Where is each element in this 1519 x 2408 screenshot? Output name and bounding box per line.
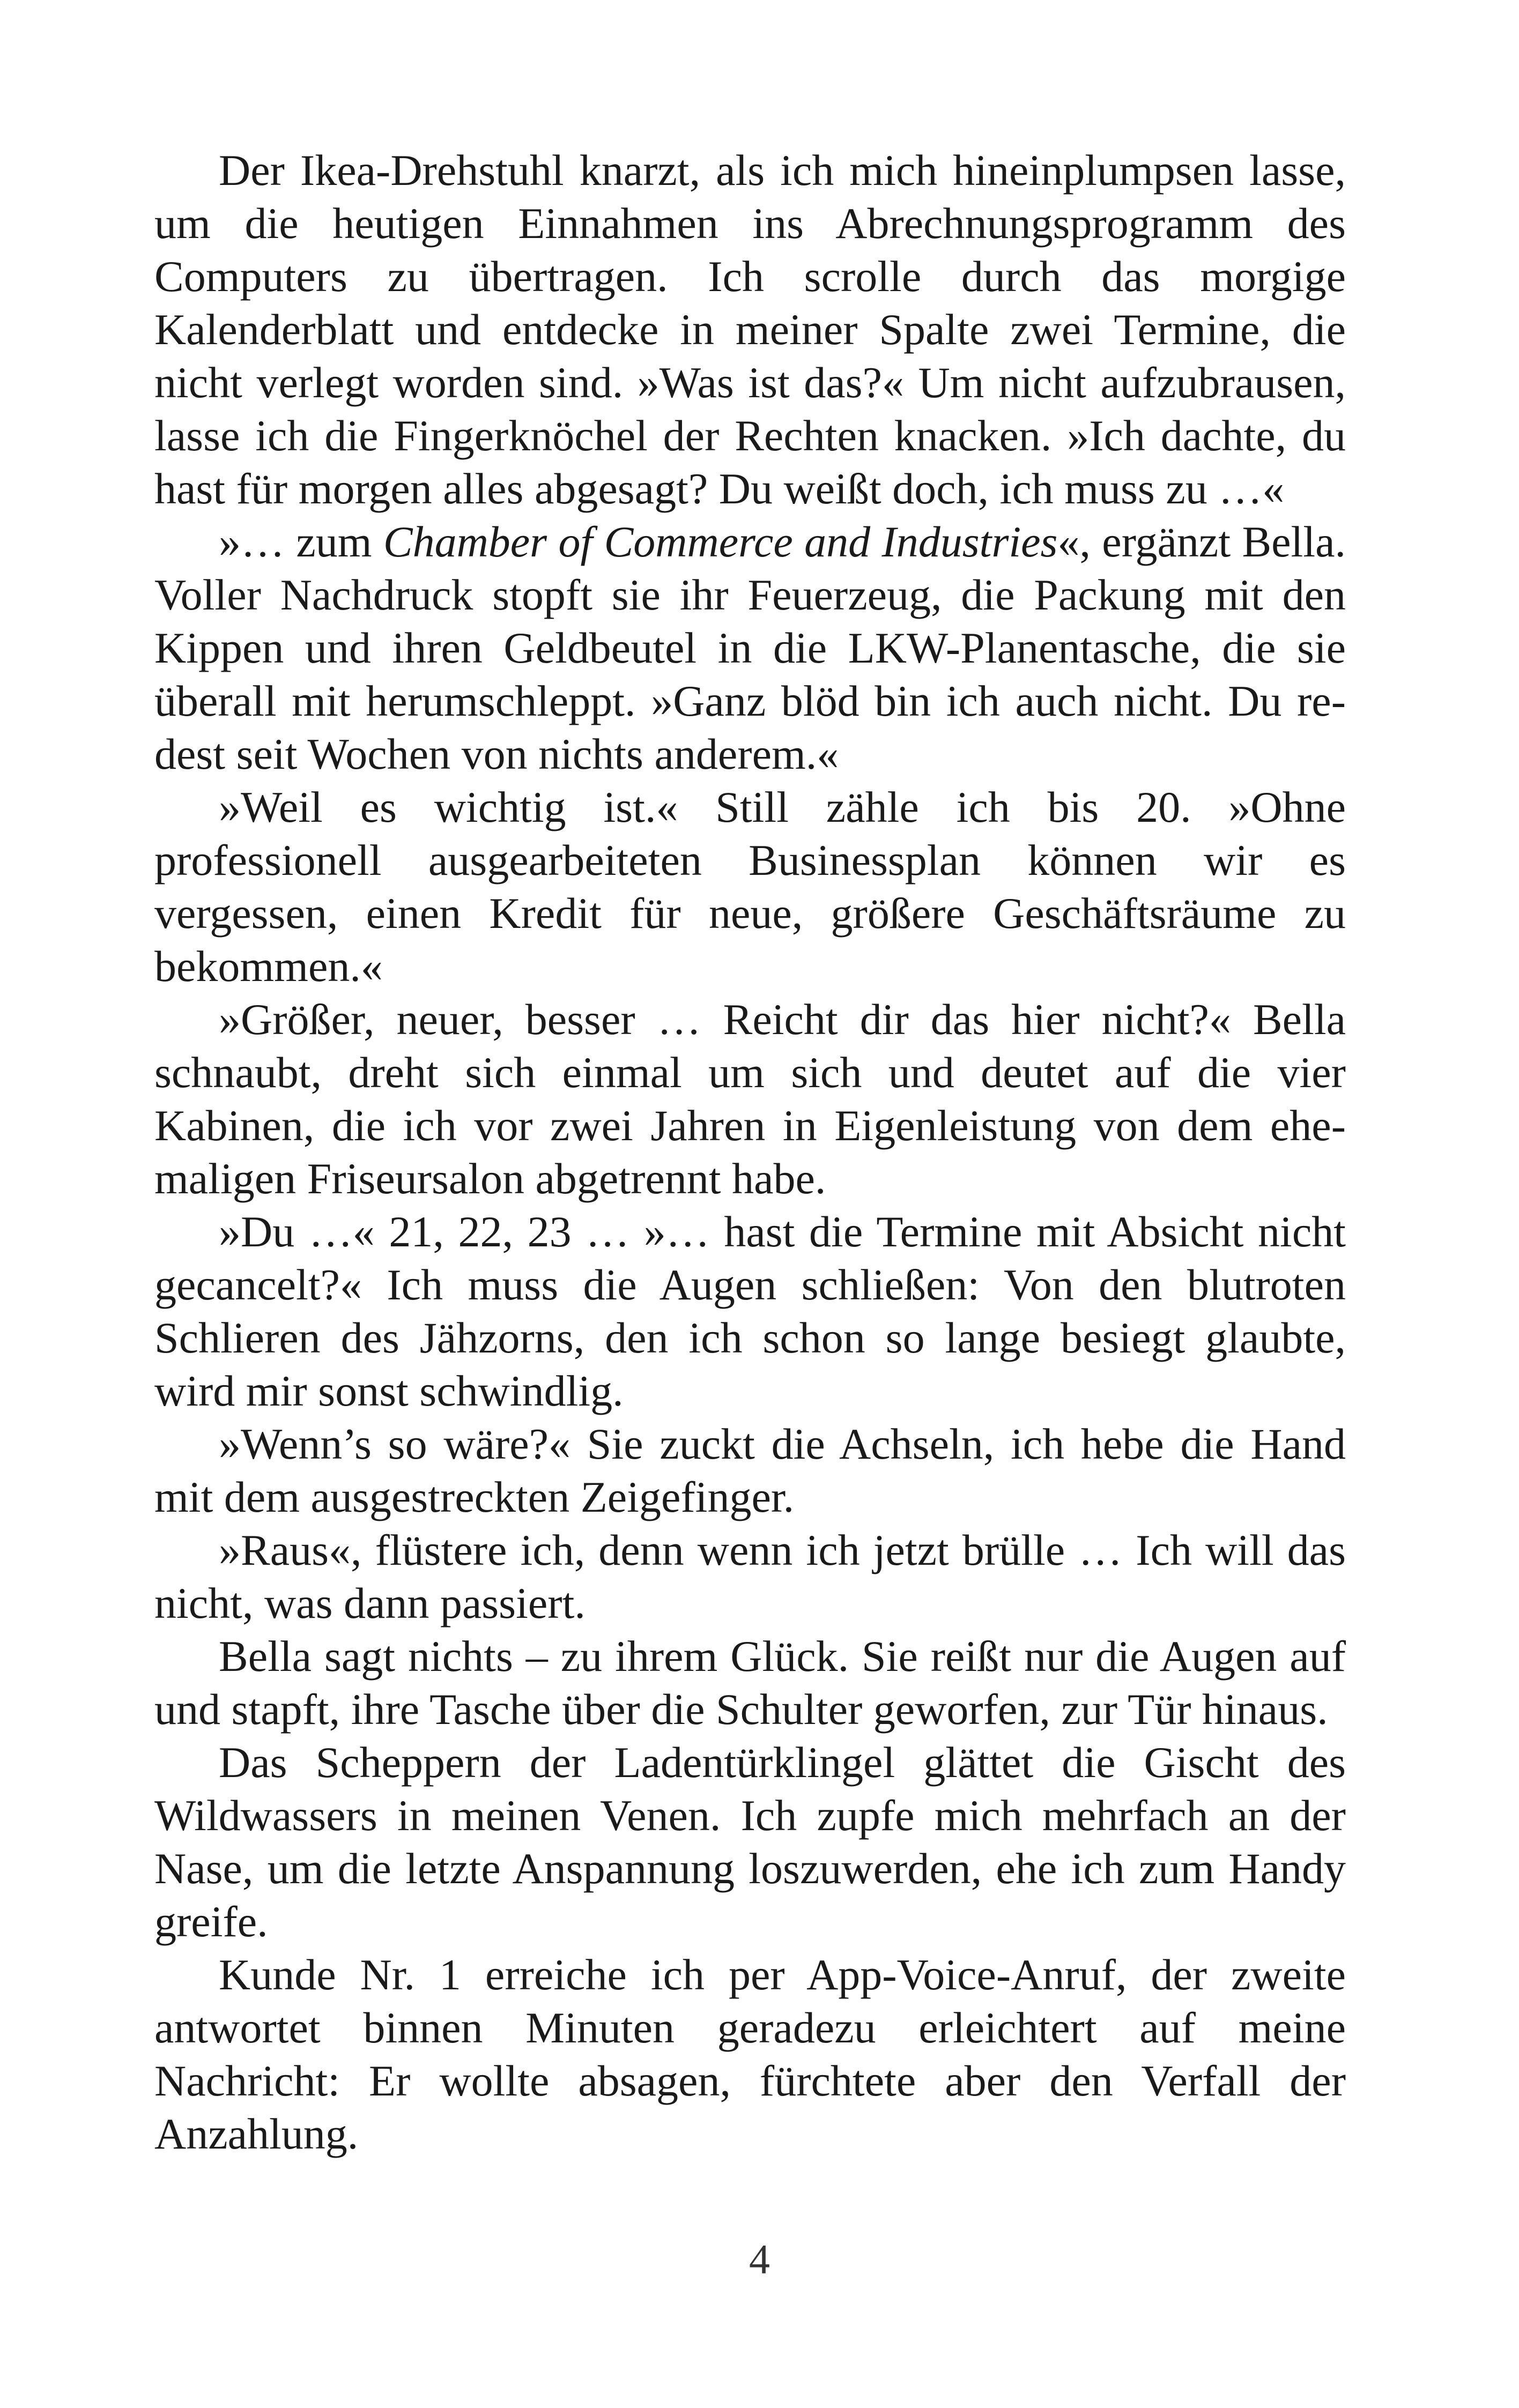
paragraph-text: »Raus«, flüstere ich, denn wenn ich jetzt brülle … Ich will das nicht, was dann passiert. [154, 1526, 1346, 1627]
paragraph-text: »Wenn’s so wäre?« Sie zuckt die Achseln, ich hebe die Hand mit dem ausgestreckten Zeigefinger. [154, 1419, 1346, 1521]
paragraph-text: Der Ikea-Drehstuhl knarzt, als ich mich hineinplumpsen lasse, um die heutigen Einnahmen ins Abrechnungsprogramm des Computers zu übertragen. Ich scrolle durch das morgige Kalenderblatt und entdecke in meiner Spalte zwei Termine, die nicht verlegt worden sind. »Was ist das?« Um nicht aufzubrausen, lasse ich die Fingerknöchel der Rechten knacken. »Ich dachte, du hast für morgen alles abgesagt? Du weißt doch, ich muss zu …« [154, 146, 1346, 513]
paragraph-text: »Du …« 21, 22, 23 … »… hast die Termine mit Absicht nicht gecancelt?« Ich muss die Augen schließen: Von den blutroten Schlieren des Jähzorns, den ich schon so lange besiegt glaubte, wird mir sonst schwindlig. [154, 1207, 1346, 1415]
paragraph-text: »Weil es wichtig ist.« Still zähle ich bis 20. »Ohne professionell ausgearbeiteten Businessplan können wir es vergessen, einen Kredit für neue, größere Geschäftsräume zu bekommen.« [154, 783, 1346, 991]
paragraph [154, 1948, 1346, 2160]
paragraph-text: Bella sagt nichts – zu ihrem Glück. Sie reißt nur die Augen auf und stapft, ihre Tasche über die Schulter geworfen, zur Tür hinaus. [154, 1632, 1346, 1734]
paragraph-text: Das Scheppern der Ladentürklingel glättet die Gischt des Wildwassers in meinen Venen. Ich zupfe mich mehrfach an der Nase, um die letzte Anspannung loszuwerden, ehe ich zum Handy greife. [154, 1738, 1346, 1946]
italic-title: Chamber of Commerce and Industries [383, 517, 1058, 566]
paragraph-text: »… zum [219, 517, 383, 566]
paragraph-text: «, ergänzt Bella. Voller Nachdruck stopft sie ihr Feuerzeug, die Packung mit den Kippen und ihren Geldbeutel in die LKW-Planentasche, die sie überall mit herumschleppt. »Ganz blöd bin ich auch nicht. Du redest seit Wochen von nichts anderem.« [154, 517, 1346, 778]
paragraph [154, 1736, 1346, 1948]
paragraph [154, 515, 1346, 781]
body-text [154, 144, 1346, 2160]
paragraph [154, 781, 1346, 993]
paragraph [154, 1523, 1346, 1630]
paragraph-text: »Größer, neuer, besser … Reicht dir das hier nicht?« Bella schnaubt, dreht sich einmal um sich und deutet auf die vier Kabinen, die ich vor zwei Jahren in Eigenleistung von dem ehemaligen Friseursalon abgetrennt habe. [154, 995, 1346, 1203]
paragraph-text: Kunde Nr. 1 erreiche ich per App-Voice-Anruf, der zweite antwortet binnen Minuten geradezu erleichtert auf meine Nachricht: Er wollte absagen, fürchtete aber den Verfall der Anzahlung. [154, 1950, 1346, 2158]
paragraph [154, 1630, 1346, 1736]
paragraph [154, 1417, 1346, 1523]
paragraph [154, 993, 1346, 1205]
page-number: 4 [749, 2236, 770, 2283]
paragraph [154, 144, 1346, 515]
paragraph [154, 1205, 1346, 1417]
